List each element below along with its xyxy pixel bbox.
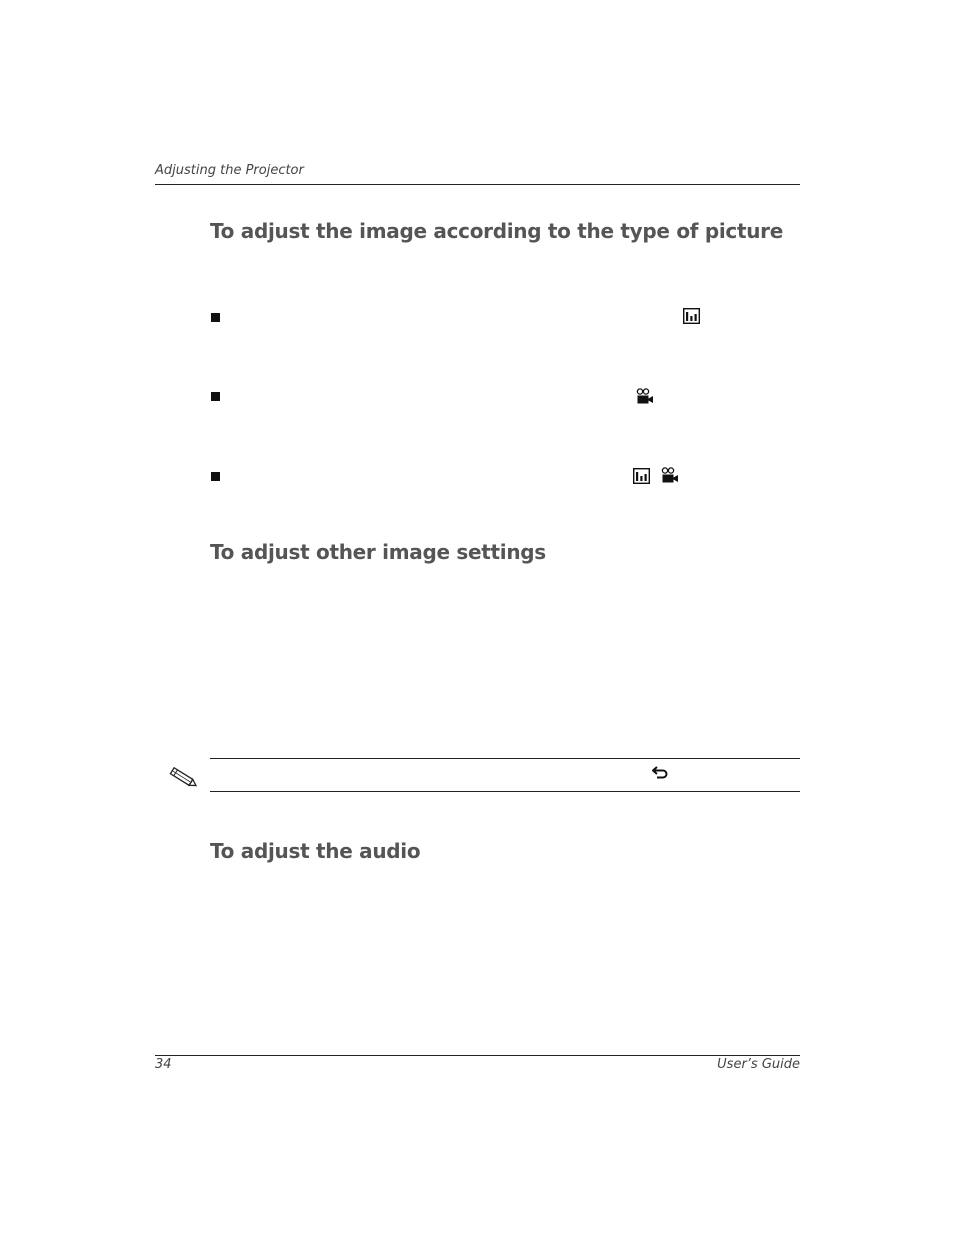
footer-doc-title: User’s Guide	[717, 1057, 800, 1072]
footer-rule	[155, 1055, 800, 1056]
video-mode-icon	[636, 388, 654, 405]
presentation-mode-icon	[683, 308, 700, 324]
back-return-icon	[651, 765, 669, 779]
pencil-note-icon	[166, 766, 200, 790]
bullet-marker	[211, 313, 220, 322]
note-bottom-rule	[210, 791, 800, 792]
page-number: 34	[155, 1057, 172, 1072]
presentation-mode-icon	[633, 468, 650, 484]
section-heading-other-settings: To adjust other image settings	[210, 540, 546, 564]
header-rule	[155, 184, 800, 185]
running-header-title: Adjusting the Projector	[155, 163, 304, 178]
bullet-marker	[211, 472, 220, 481]
bullet-marker	[211, 392, 220, 401]
section-heading-picture-type: To adjust the image according to the type of picture	[210, 219, 783, 243]
section-heading-audio: To adjust the audio	[210, 839, 421, 863]
note-top-rule	[210, 758, 800, 759]
video-mode-icon	[661, 467, 679, 484]
